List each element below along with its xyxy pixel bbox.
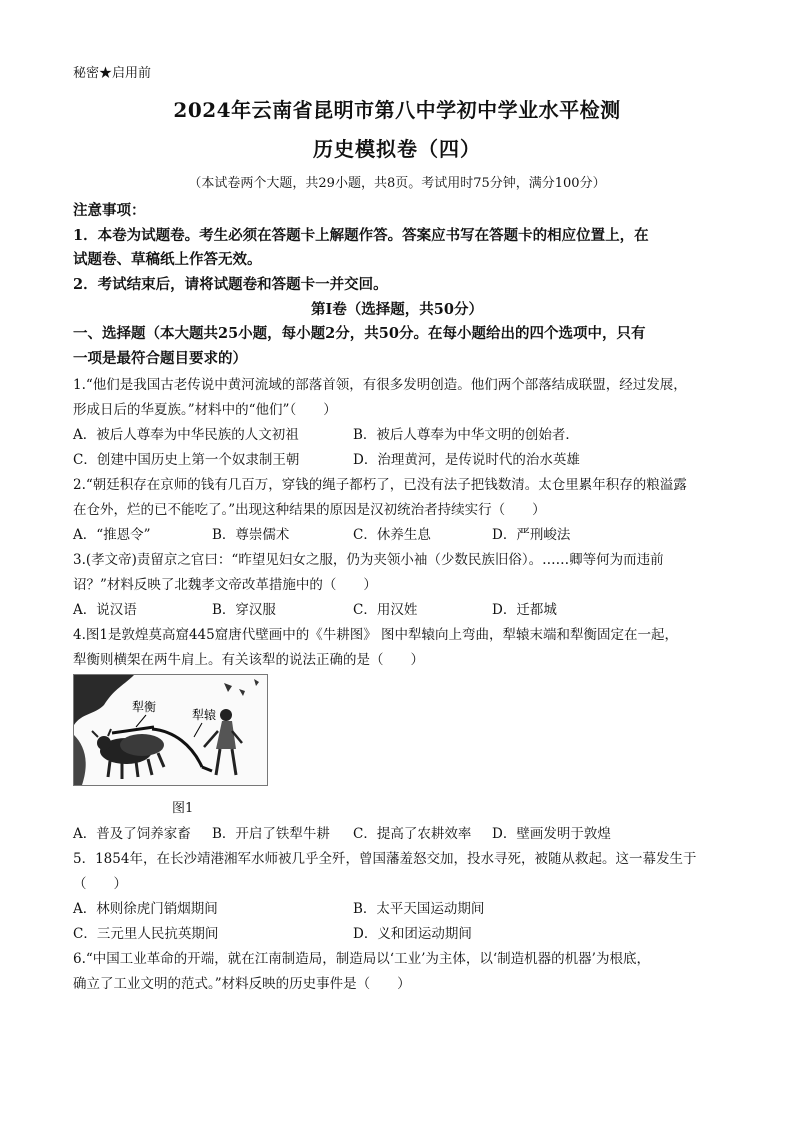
confidential-mark: 秘密★启用前 [73,66,152,81]
question-1-option-a: A．被后人尊奉为中华民族的人文初祖 [73,427,299,443]
question-3-option-b: B．穿汉服 [212,602,276,618]
note-item-1: 1．本卷为试题卷。考生必须在答题卡上解题作答。答案应书写在答题卡的相应位置上，在 [73,227,649,244]
question-4-option-a: A．普及了饲养家畜 [73,826,191,842]
note-item-1-cont: 试题卷、草稿纸上作答无效。 [73,251,262,268]
question-1-option-c: C．创建中国历史上第一个奴隶制王朝 [73,452,300,468]
question-4-stem-cont: 犁衡则横架在两牛肩上。有关该犁的说法正确的是（ ） [73,652,424,668]
question-2-option-a: A．“推恩令” [73,527,151,543]
question-4-option-d: D．壁画发明于敦煌 [492,826,611,842]
question-2-option-d: D．严刑峻法 [492,527,571,543]
question-2-option-b: B．尊崇儒术 [212,527,290,543]
exam-subject-title: 历史模拟卷（四） [313,137,481,161]
section-instructions: 一、选择题（本大题共25小题，每小题2分，共50分。在每小题给出的四个选项中，只有 [73,325,646,342]
question-3-stem-cont: 诏？”材料反映了北魏孝文帝改革措施中的（ ） [73,577,377,593]
fig-label-beam: 犁辕 [192,708,217,722]
notes-heading: 注意事项： [73,202,146,219]
question-2-stem-cont: 在仓外，烂的已不能吃了。”出现这种结果的原因是汉初统治者持续实行（ ） [73,502,546,518]
note-item-2: 2．考试结束后，请将试题卷和答题卡一并交回。 [73,276,388,293]
question-4-option-c: C．提高了农耕效率 [353,826,472,842]
question-3-option-c: C．用汉姓 [353,602,418,618]
exam-title: 2024年云南省昆明市第八中学初中学业水平检测 [173,98,621,122]
section-title: 第Ⅰ卷（选择题，共50分） [311,301,483,318]
question-2-option-c: C．休养生息 [353,527,431,543]
question-1-stem: 1.“他们是我国古老传说中黄河流域的部落首领，有很多发明创造。他们两个部落结成联盟，经过发展， [73,377,687,393]
question-3-stem: 3.(孝文帝)责留京之官曰：“昨望见妇女之服，仍为夹领小袖（少数民族旧俗）。……卿等何为而违前 [73,552,664,568]
question-5-option-a: A．林则徐虎门销烟期间 [73,901,218,917]
question-1-stem-cont: 形成日后的华夏族。”材料中的“他们”（ ） [73,402,337,418]
fig-label-yoke: 犁衡 [132,700,157,714]
question-1-option-d: D．治理黄河，是传说时代的治水英雄 [353,452,580,468]
question-6-stem-cont: 确立了工业文明的范式。”材料反映的历史事件是（ ） [73,976,411,992]
question-6-stem: 6.“中国工业革命的开端，就在江南制造局，制造局以‘工业’为主体，以‘制造机器的机器’为根底， [73,951,650,967]
ox-plowing-mural-figure [73,674,268,786]
section-instructions-cont: 一项是最符合题目要求的） [73,350,247,367]
question-5-stem-cont: （ ） [73,876,127,892]
question-2-stem: 2.“朝廷积存在京师的钱有几百万，穿钱的绳子都朽了，已没有法子把钱数清。太仓里累年积存的粮溢露 [73,477,687,493]
ox-plowing-illustration [74,675,267,785]
figure-caption: 图1 [172,801,194,816]
question-4-option-b: B．开启了铁犁牛耕 [212,826,330,842]
question-5-option-b: B．太平天国运动期间 [353,901,485,917]
question-5-stem: 5．1854年，在长沙靖港湘军水师被几乎全歼，曾国藩羞怒交加，投水寻死，被随从救起。这一幕发生于 [73,851,697,867]
question-5-option-c: C．三元里人民抗英期间 [73,926,219,942]
question-1-option-b: B．被后人尊奉为中华文明的创始者． [353,427,579,443]
exam-info: （本试卷两个大题，共29小题，共8页。考试用时75分钟，满分100分） [188,176,606,191]
question-4-stem: 4.图1是敦煌莫高窟445窟唐代壁画中的《牛耕图》 图中犁辕向上弯曲，犁辕末端和犁衡固定在一起， [73,627,679,643]
question-5-option-d: D．义和团运动期间 [353,926,472,942]
question-3-option-d: D．迁都城 [492,602,557,618]
question-3-option-a: A．说汉语 [73,602,137,618]
